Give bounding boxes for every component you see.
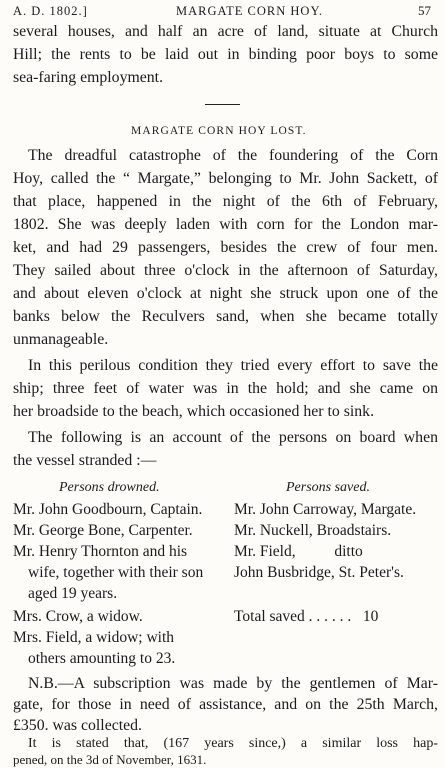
page-number: 57 bbox=[418, 3, 431, 18]
running-header-title: MARGATE CORN HOY. bbox=[176, 4, 323, 18]
saved-total: Total saved . . . . . . 10 bbox=[234, 608, 379, 625]
saved-line: John Busbridge, St. Peter's. bbox=[234, 564, 404, 581]
para3-line-2: the vessel stranded :— bbox=[13, 452, 157, 469]
intro-line-2: Hill; the rents to be laid out in binding poor boys to some bbox=[13, 46, 438, 63]
drowned-line: others amounting to 23. bbox=[28, 650, 176, 667]
drowned-line: Mr. John Goodbourn, Captain. bbox=[13, 501, 203, 518]
para1-line-2: Hoy, called the “ Margate,” belonging to Mr. John Sackett, of bbox=[13, 170, 438, 187]
intro-line-1: several houses, and half an acre of land, situate at Church bbox=[13, 23, 438, 40]
nb-line-1: N.B.—A subscription was made by the gentlemen of Mar- bbox=[28, 675, 438, 692]
intro-line-3: sea-faring employment. bbox=[13, 69, 164, 86]
para2-line-1: In this perilous condition they tried every effort to save the bbox=[28, 357, 438, 374]
section-divider bbox=[205, 104, 240, 105]
para1-line-1: The dreadful catastrophe of the foundering of the Corn bbox=[28, 147, 438, 164]
para1-line-3: that place, happened in the night of the 6th of February, bbox=[13, 193, 438, 210]
para1-line-6: They sailed about three o'clock in the afternoon of Saturday, bbox=[13, 262, 438, 279]
nb-line-3: £350. was collected. bbox=[13, 717, 142, 734]
para2-line-3: her broadside to the beach, which occasioned her to sink. bbox=[13, 403, 375, 420]
saved-heading: Persons saved. bbox=[286, 480, 370, 495]
final-line-1: It is stated that, (167 years since,) a similar loss hap- bbox=[28, 736, 438, 751]
running-header-date: A. D. 1802.] bbox=[13, 4, 88, 18]
para1-line-7: and about eleven o'clock at night she struck upon one of the bbox=[13, 285, 438, 302]
saved-line: Mr. John Carroway, Margate. bbox=[234, 501, 417, 518]
para1-line-9: unmanageable. bbox=[13, 331, 109, 348]
para3-line-1: The following is an account of the persons on board when bbox=[28, 429, 438, 446]
drowned-line: Mrs. Field, a widow; with bbox=[13, 629, 175, 646]
final-line-2: pened, on the 3d of November, 1631. bbox=[13, 752, 207, 767]
drowned-line: Mr. Henry Thornton and his bbox=[13, 543, 188, 560]
drowned-heading: Persons drowned. bbox=[59, 480, 160, 495]
drowned-line: Mrs. Crow, a widow. bbox=[13, 608, 143, 625]
section-title: MARGATE CORN HOY LOST. bbox=[131, 125, 307, 137]
drowned-line: Mr. George Bone, Carpenter. bbox=[13, 522, 193, 539]
saved-line: Mr. Nuckell, Broadstairs. bbox=[234, 522, 392, 539]
drowned-line: aged 19 years. bbox=[28, 585, 118, 602]
para1-line-4: 1802. She was deeply laden with corn for the London mar- bbox=[13, 216, 438, 233]
para2-line-2: ship; three feet of water was in the hold; and she came on bbox=[13, 380, 438, 397]
para1-line-5: ket, and had 29 passengers, besides the crew of four men. bbox=[13, 239, 438, 256]
para1-line-8: banks below the Reculvers sand, when she became totally bbox=[13, 308, 438, 325]
drowned-line: wife, together with their son bbox=[28, 564, 204, 581]
nb-line-2: gate, for those in need of assistance, and on the 25th March, bbox=[13, 696, 438, 713]
saved-line: Mr. Field, ditto bbox=[234, 543, 363, 560]
